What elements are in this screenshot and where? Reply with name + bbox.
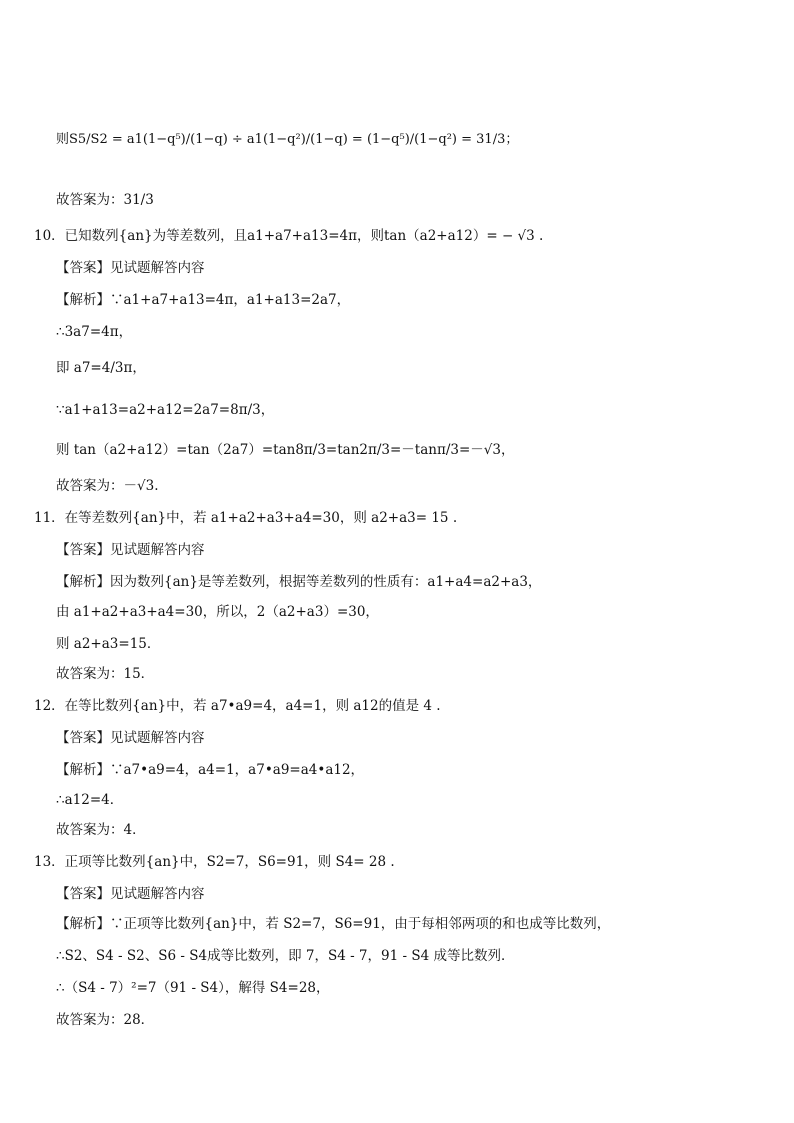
- derivation-s5-s2: 则S5/S2 = a1(1−q⁵)/(1−q) ÷ a1(1−q²)/(1−q) = (1−q⁵)/(1−q²) = 31/3；: [56, 132, 519, 147]
- answer-label-11: 【答案】见试题解答内容: [56, 542, 205, 558]
- analysis-11-line-2: 由 a1+a2+a3+a4=30，所以，2（a2+a3）=30，: [56, 604, 379, 620]
- analysis-10-line-5: 则 tan（a2+a12）=tan（2a7）=tan8π/3=tan2π/3=－tanπ/3=－√3，: [56, 442, 515, 458]
- question-12: 12．在等比数列{an}中，若 a7•a9=4，a4=1，则 a12的值是 4 .: [34, 698, 441, 714]
- analysis-10-line-3: 即 a7=4/3π，: [56, 360, 146, 376]
- answer-label-10: 【答案】见试题解答内容: [56, 260, 205, 276]
- analysis-10-line-2: ∴3a7=4π，: [56, 324, 133, 340]
- answer-line-11: 故答案为：15．: [56, 666, 155, 682]
- answer-line-10: 故答案为：－√3.: [56, 478, 159, 494]
- analysis-12-line-1: 【解析】∵a7•a9=4，a4=1，a7•a9=a4•a12，: [56, 762, 365, 778]
- question-11: 11．在等差数列{an}中，若 a1+a2+a3+a4=30，则 a2+a3= 15 .: [34, 510, 458, 526]
- analysis-13-line-3: ∴（S4 - 7）²=7（91 - S4），解得 S4=28，: [56, 980, 330, 996]
- question-10: 10．已知数列{an}为等差数列，且a1+a7+a13=4π，则tan（a2+a12）= − √3 .: [34, 228, 544, 244]
- answer-label-13: 【答案】见试题解答内容: [56, 886, 205, 902]
- analysis-13-line-2: ∴S2、S4 - S2、S6 - S4成等比数列，即 7，S4 - 7，91 - S4 成等比数列．: [56, 948, 515, 964]
- answer-label-12: 【答案】见试题解答内容: [56, 730, 205, 746]
- answer-line-9: 故答案为：31/3: [56, 192, 154, 208]
- analysis-11-line-3: 则 a2+a3=15．: [56, 636, 161, 652]
- question-13: 13．正项等比数列{an}中，S2=7，S6=91，则 S4= 28 .: [34, 854, 395, 870]
- analysis-10-line-4: ∵a1+a13=a2+a12=2a7=8π/3，: [56, 402, 275, 418]
- analysis-12-line-2: ∴a12=4．: [56, 792, 124, 808]
- answer-line-12: 故答案为：4．: [56, 822, 146, 838]
- analysis-10-line-1: 【解析】∵a1+a7+a13=4π，a1+a13=2a7，: [56, 292, 351, 308]
- analysis-13-line-1: 【解析】∵正项等比数列{an}中，若 S2=7，S6=91，由于每相邻两项的和也成等比数列，: [56, 916, 611, 932]
- answer-line-13: 故答案为：28．: [56, 1012, 155, 1028]
- analysis-11-line-1: 【解析】因为数列{an}是等差数列，根据等差数列的性质有：a1+a4=a2+a3，: [56, 574, 542, 590]
